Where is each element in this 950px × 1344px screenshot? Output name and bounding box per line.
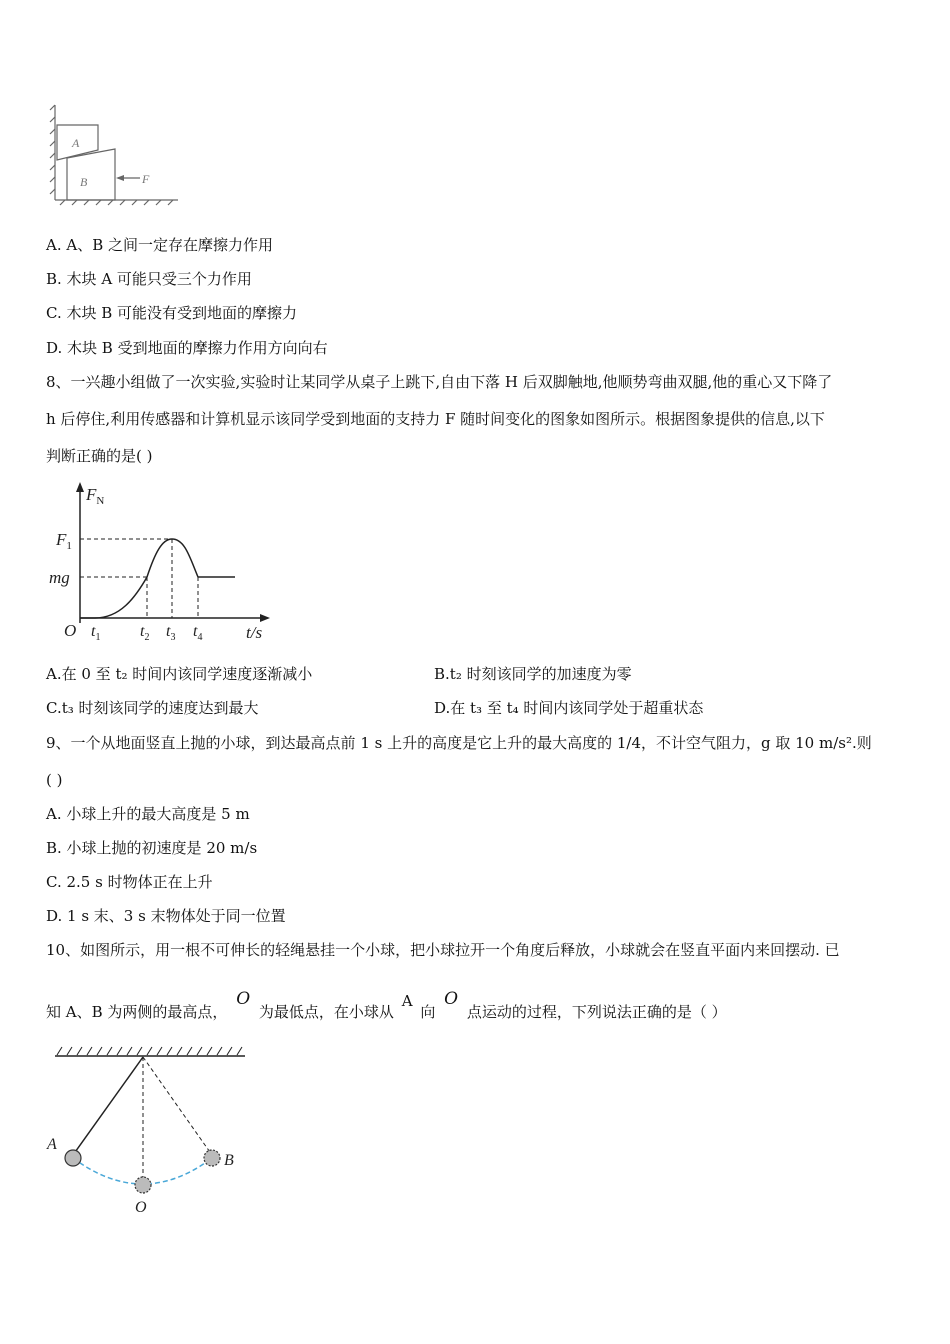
q8-option-c: C.t₃ 时刻该同学的速度达到最大 bbox=[46, 699, 259, 717]
pendulum-diagram bbox=[40, 1042, 260, 1222]
t1-label: t bbox=[91, 623, 96, 640]
q7-option-b: B. 木块 A 可能只受三个力作用 bbox=[46, 270, 252, 288]
label-f: F bbox=[142, 172, 150, 186]
svg-text:t4 bbox=[193, 623, 202, 643]
q9-option-d: D. 1 s 末、3 s 末物体处于同一位置 bbox=[46, 907, 286, 925]
svg-text:t2 bbox=[140, 623, 149, 643]
rope bbox=[73, 1057, 143, 1155]
q10-text-c: 向 bbox=[420, 1003, 436, 1021]
t4-sub: 4 bbox=[197, 632, 203, 643]
block-b bbox=[67, 149, 115, 200]
q9-option-b: B. 小球上抛的初速度是 20 m/s bbox=[46, 839, 258, 857]
q8-stem-line2: h 后停住,利用传感器和计算机显示该同学受到地面的支持力 F 随时间变化的图象如图所示。根据图象提供的信息,以下 bbox=[46, 410, 825, 428]
q8-option-b: B.t₂ 时刻该同学的加速度为零 bbox=[434, 665, 632, 683]
q9-option-c: C. 2.5 s 时物体正在上升 bbox=[46, 873, 213, 891]
t2-sub: 2 bbox=[144, 632, 150, 643]
q9-stem-line2: ( ) bbox=[46, 771, 63, 789]
y-axis-arrow bbox=[76, 482, 84, 492]
q10-text-d: 点运动的过程，下列说法正确的是（ ） bbox=[466, 1003, 727, 1021]
x-axis-label: t/s bbox=[246, 623, 263, 642]
q9-stem-line1: 9、一个从地面竖直上抛的小球，到达最高点前 1 s 上升的高度是它上升的最大高度的 1/4，不计空气阻力，g 取 10 m/s².则 bbox=[46, 734, 872, 752]
f1-sub: 1 bbox=[66, 540, 72, 552]
q8-option-d: D.在 t₃ 至 t₄ 时间内该同学处于超重状态 bbox=[434, 699, 704, 717]
q10-stem-line1: 10、如图所示，用一根不可伸长的轻绳悬挂一个小球，把小球拉开一个角度后释放，小球就会在竖直平面内来回摆动. 已 bbox=[46, 941, 840, 959]
q10-symbol-a: A bbox=[401, 992, 413, 1010]
mg-label: mg bbox=[49, 568, 70, 587]
t2-label: t bbox=[140, 623, 145, 640]
arrow-head bbox=[116, 175, 124, 181]
svg-text:t1 bbox=[91, 623, 100, 643]
ball-a bbox=[65, 1150, 81, 1166]
q7-option-c: C. 木块 B 可能没有受到地面的摩擦力 bbox=[46, 304, 298, 322]
y-axis-sub: N bbox=[96, 495, 105, 507]
q7-option-d: D. 木块 B 受到地面的摩擦力作用方向向右 bbox=[46, 339, 328, 357]
q10-symbol-o1: O bbox=[236, 989, 251, 1009]
block-diagram bbox=[40, 100, 190, 210]
force-time-graph bbox=[40, 478, 280, 648]
q9-option-a: A. 小球上升的最大高度是 5 m bbox=[46, 805, 250, 823]
label-a: A bbox=[72, 136, 80, 150]
ball-b bbox=[204, 1150, 220, 1166]
label-b: B bbox=[224, 1152, 234, 1169]
origin-label: O bbox=[64, 621, 77, 640]
q10-symbol-o2: O bbox=[444, 989, 459, 1009]
q7-option-a: A. A、B 之间一定存在摩擦力作用 bbox=[46, 236, 273, 254]
t4-label: t bbox=[193, 623, 198, 640]
t3-label: t bbox=[166, 623, 171, 640]
svg-text:F1 bbox=[55, 530, 72, 552]
svg-text:FN bbox=[85, 485, 104, 507]
dashed-rope-b bbox=[143, 1057, 212, 1155]
wall bbox=[50, 105, 178, 205]
label-o: O bbox=[135, 1199, 147, 1216]
f1-label: F bbox=[56, 530, 67, 549]
q10-text-a: 知 A、B 为两侧的最高点， bbox=[46, 1003, 228, 1021]
force-curve bbox=[80, 539, 235, 618]
q10-stem-line2 bbox=[46, 989, 727, 1022]
label-a: A bbox=[47, 1136, 57, 1153]
t3-sub: 3 bbox=[170, 632, 176, 643]
q10-text-b: 为最低点，在小球从 bbox=[258, 1003, 394, 1021]
y-axis-label: F bbox=[86, 485, 97, 504]
label-b: B bbox=[80, 175, 88, 189]
t1-sub: 1 bbox=[95, 632, 101, 643]
ceiling-hatch bbox=[57, 1047, 242, 1055]
svg-text:t3 bbox=[166, 623, 175, 643]
ball-o bbox=[135, 1177, 151, 1193]
x-axis-arrow bbox=[260, 614, 270, 622]
q8-stem-line3: 判断正确的是( ) bbox=[46, 447, 153, 465]
q8-stem-line1: 8、一兴趣小组做了一次实验,实验时让某同学从桌子上跳下,自由下落 H 后双脚触地,他顺势弯曲双腿,他的重心又下降了 bbox=[46, 373, 833, 391]
q8-option-a: A.在 0 至 t₂ 时间内该同学速度逐渐减小 bbox=[46, 665, 313, 683]
